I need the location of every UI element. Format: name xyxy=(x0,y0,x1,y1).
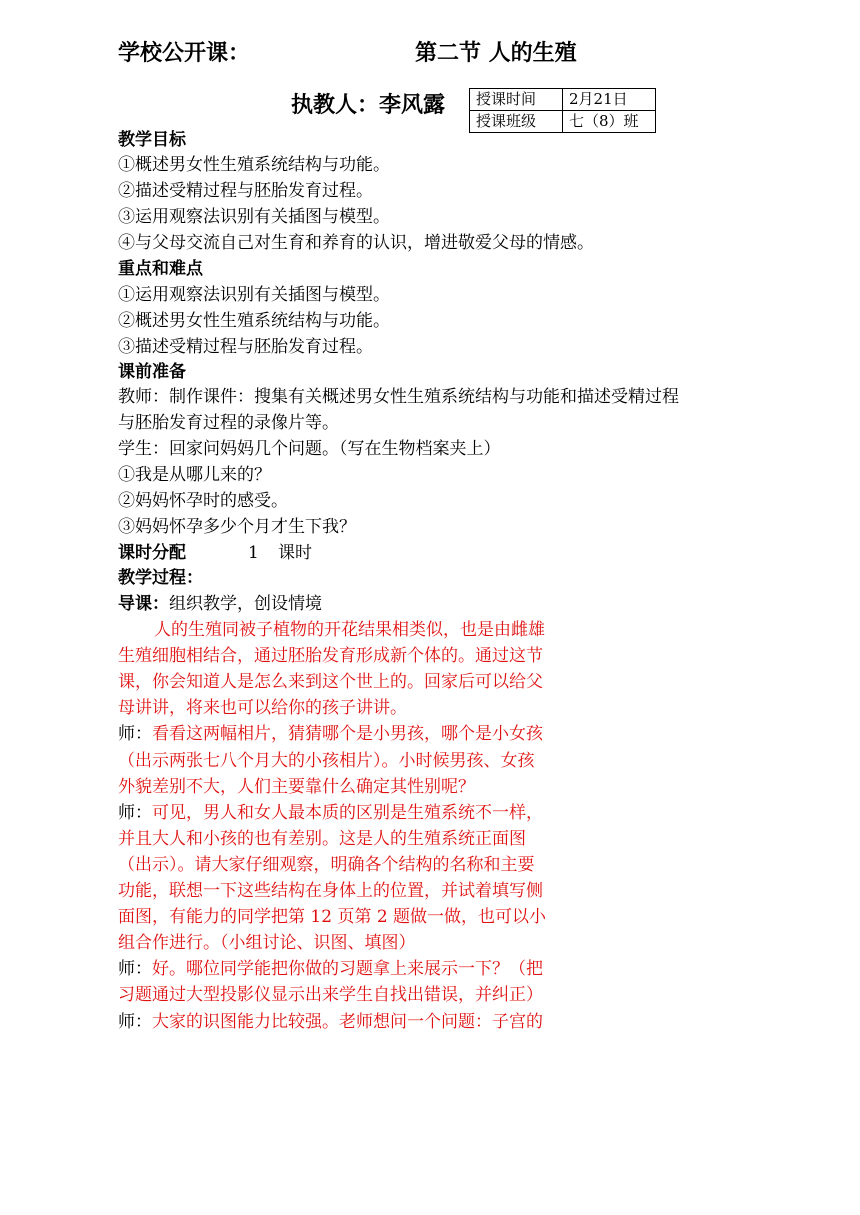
process-text: 看看这两幅相片，猜猜哪个是小男孩，哪个是小女孩 xyxy=(152,724,543,744)
prep-line: 教师：制作课件：搜集有关概述男女性生殖系统结构与功能和描述受精过程 xyxy=(118,387,679,407)
prep-line: ③妈妈怀孕多少个月才生下我？ xyxy=(118,517,356,537)
process-text: 母讲讲，将来也可以给你的孩子讲讲。 xyxy=(118,698,407,718)
periods-value: 1 xyxy=(248,543,259,563)
process-text: 习题通过大型投影仪显示出来学生自找出错误，并纠正） xyxy=(118,985,543,1005)
process-text: 人的生殖同被子植物的开花结果相类似，也是由雌雄 xyxy=(154,620,545,640)
process-text: 生殖细胞相结合，通过胚胎发育形成新个体的。通过这节 xyxy=(118,646,543,666)
speaker-label: 师： xyxy=(118,959,152,979)
process-text: 并且大人和小孩的也有差别。这是人的生殖系统正面图 xyxy=(118,829,526,849)
goal-item: ②描述受精过程与胚胎发育过程。 xyxy=(118,181,373,201)
lesson-title: 第二节 人的生殖 xyxy=(415,41,577,66)
process-line xyxy=(118,646,543,666)
process-text: （出示两张七八个月大的小孩相片）。小时候男孩、女孩 xyxy=(118,751,535,771)
lesson-info-table xyxy=(469,88,656,133)
process-text: 外貌差别不大，人们主要靠什么确定其性别呢？ xyxy=(118,777,475,797)
speaker-label: 师： xyxy=(118,724,152,744)
info-value-time: 2月21日 xyxy=(563,89,656,111)
info-key-time: 授课时间 xyxy=(470,89,563,111)
process-line xyxy=(118,829,526,849)
teacher-label: 执教人：李风露 xyxy=(291,93,446,118)
process-line xyxy=(118,1012,543,1032)
process-line xyxy=(118,907,546,927)
intro-heading: 导课： xyxy=(118,594,169,614)
process-line xyxy=(118,881,543,901)
intro-text: 组织教学，创设情境 xyxy=(169,594,322,614)
prep-line: 学生：回家问妈妈几个问题。（写在生物档案夹上） xyxy=(118,439,501,459)
key-point-item: ③描述受精过程与胚胎发育过程。 xyxy=(118,337,373,357)
periods-unit: 课时 xyxy=(278,543,312,563)
process-text: 课，你会知道人是怎么来到这个世上的。回家后可以给父 xyxy=(118,672,543,692)
process-line xyxy=(154,620,545,640)
process-line xyxy=(118,803,543,823)
goal-item: ①概述男女性生殖系统结构与功能。 xyxy=(118,155,390,175)
prep-line: ①我是从哪儿来的？ xyxy=(118,465,271,485)
key-point-item: ①运用观察法识别有关插图与模型。 xyxy=(118,285,390,305)
process-text: （出示）。请大家仔细观察，明确各个结构的名称和主要 xyxy=(118,855,535,875)
process-text: 面图，有能力的同学把第 12 页第 2 题做一做，也可以小 xyxy=(118,907,547,927)
key-points-heading: 重点和难点 xyxy=(118,259,203,279)
goal-item: ③运用观察法识别有关插图与模型。 xyxy=(118,207,390,227)
speaker-label: 师： xyxy=(118,1012,152,1032)
process-text: 可见，男人和女人最本质的区别是生殖系统不一样， xyxy=(152,803,543,823)
goals-heading: 教学目标 xyxy=(118,130,186,150)
goal-item: ④与父母交流自己对生育和养育的认识，增进敬爱父母的情感。 xyxy=(118,233,594,253)
speaker-label: 师： xyxy=(118,803,152,823)
info-key-class: 授课班级 xyxy=(470,111,563,133)
prep-heading: 课前准备 xyxy=(118,362,186,382)
school-label: 学校公开课： xyxy=(118,41,251,66)
periods-heading: 课时分配 xyxy=(118,543,186,563)
process-line xyxy=(118,933,416,953)
process-text: 组合作进行。（小组讨论、识图、填图） xyxy=(118,933,416,953)
key-point-item: ②概述男女性生殖系统结构与功能。 xyxy=(118,311,390,331)
table-row xyxy=(470,89,656,111)
process-line xyxy=(118,724,543,744)
process-line xyxy=(118,751,535,771)
process-line xyxy=(118,985,543,1005)
process-line xyxy=(118,777,475,797)
process-line xyxy=(118,698,407,718)
table-row xyxy=(470,111,656,133)
process-heading: 教学过程： xyxy=(118,568,203,588)
process-line xyxy=(118,959,543,979)
process-line xyxy=(118,672,543,692)
process-line xyxy=(118,855,535,875)
process-text: 大家的识图能力比较强。老师想问一个问题：子宫的 xyxy=(152,1012,543,1032)
intro-line xyxy=(118,594,322,614)
prep-line: ②妈妈怀孕时的感受。 xyxy=(118,491,288,511)
process-text: 功能，联想一下这些结构在身体上的位置，并试着填写侧 xyxy=(118,881,543,901)
info-value-class: 七（8）班 xyxy=(563,111,656,133)
process-text: 好。哪位同学能把你做的习题拿上来展示一下？（把 xyxy=(152,959,543,979)
prep-line: 与胚胎发育过程的录像片等。 xyxy=(118,413,339,433)
